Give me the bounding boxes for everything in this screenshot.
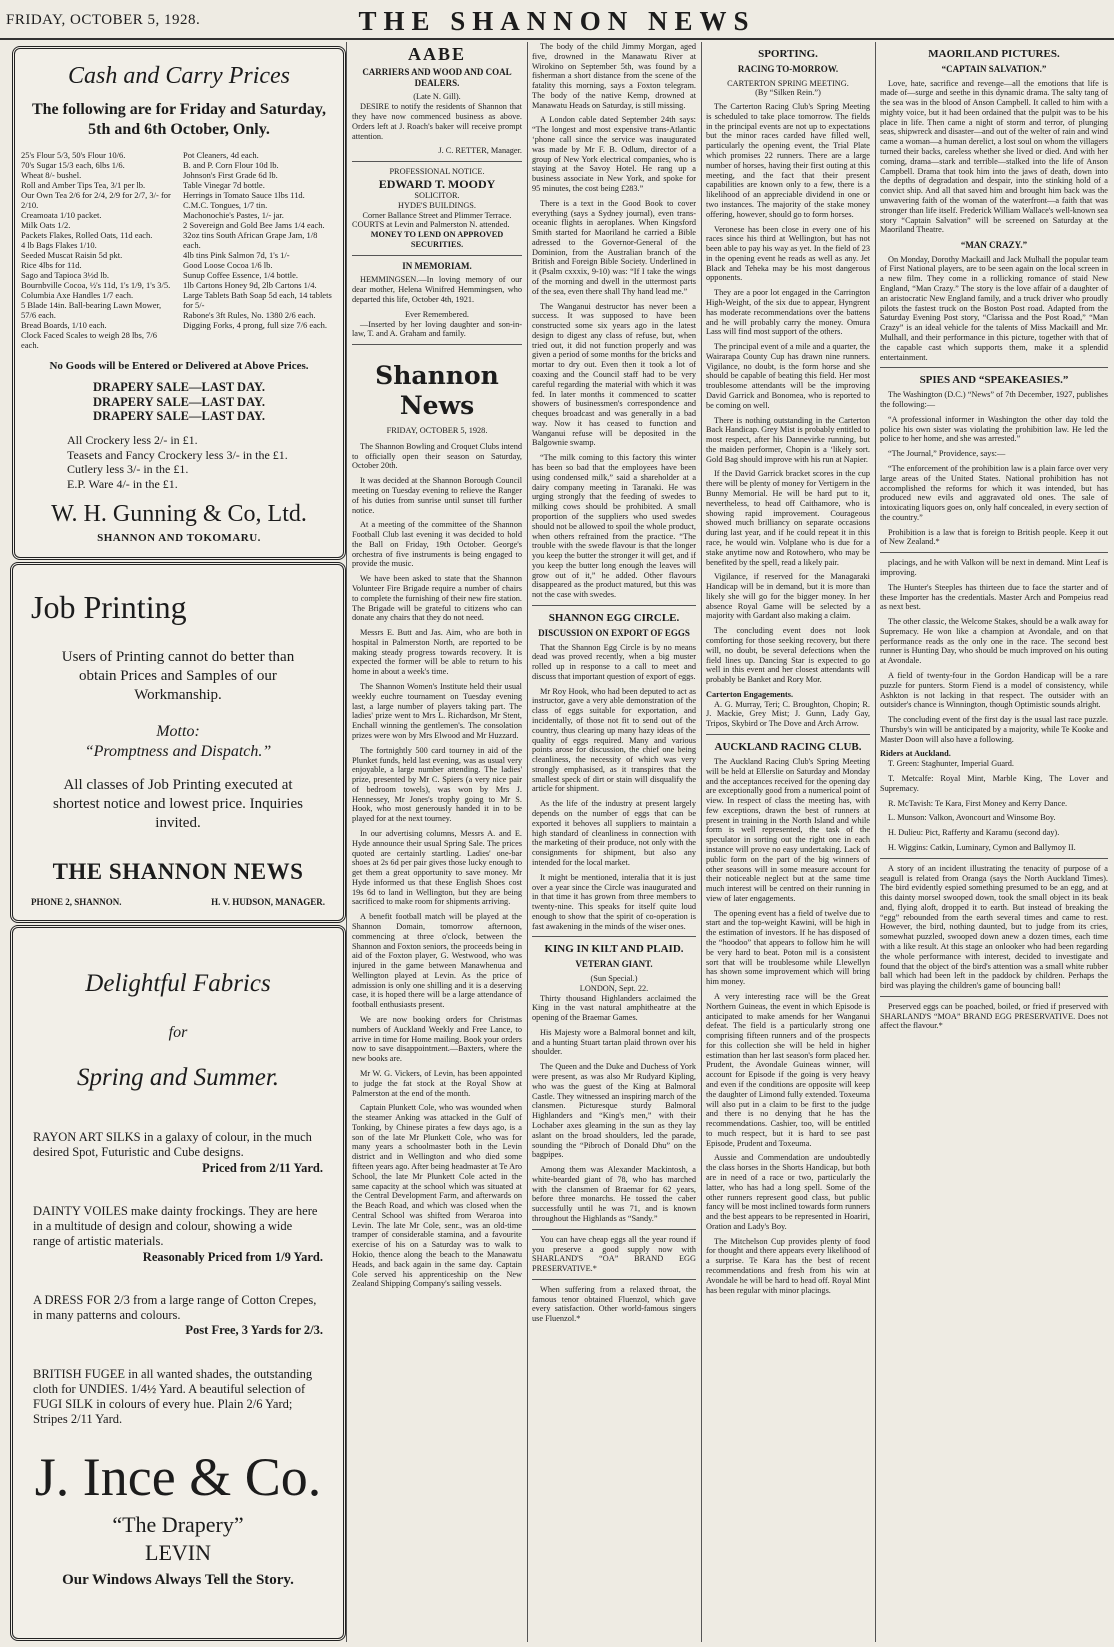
news-paragraph: The body of the child Jimmy Morgan, aged five, drowned in the Manawatu River at Wirokino on September 5th, was found by a fisherman a short distance from the scene of the fatality this morning, says a Foxton telegram. The body of the native Kemp, drowned at Manawatu Heads on Saturday, is still missing. bbox=[532, 42, 696, 110]
sale-line: DRAPERY SALE—LAST DAY. bbox=[93, 409, 265, 424]
news-paragraph: “A professional informer in Washington the other day told the police his own sister was violating the prohibition law. He led the police to her home, and she was arrested.” bbox=[880, 414, 1108, 444]
kilt-heading: KING IN KILT AND PLAID. bbox=[544, 943, 684, 956]
courts-note: COURTS at Levin and Palmerston N. attended. bbox=[352, 220, 510, 230]
rider-entry: L. Munson: Valkon, Avoncourt and Winsome Boy. bbox=[888, 813, 1056, 823]
fabric-text: RAYON ART SILKS in a galaxy of colour, in the much desired Spot, Futuristic and Cube designs. bbox=[33, 1130, 312, 1160]
motto bbox=[13, 722, 343, 762]
price-item: Johnson's First Grade 6d lb. bbox=[183, 170, 278, 181]
news-paragraph: The concluding event of the first day is the usual last race puzzle. Thursby's win will be anticipated by a majority, while Te Kooke and Master Doon will also have a following. bbox=[880, 715, 1108, 744]
news-paragraph: A benefit football match will be played at the Shannon Domain, tomorrow afternoon, commencing at three o'clock, between the Shannon and Foxton seniors, the proceeds being in aid of the Foxton player, G. Westwood, who was injured in the game between Manawhenua and Wellington played at Levin. As the price of admission is only one shilling and it is a deserving case, it is hoped there will be a large attendance of football enthusiasts present. bbox=[352, 912, 522, 1010]
preserved-eggs-ad: Preserved eggs can be poached, boiled, or fried if preserved with SHARLAND'S “MOA” BRAND EGG PRESERVATIVE. Does not affect the flavour.* bbox=[880, 1001, 1108, 1031]
news-paragraph: The Carterton Racing Club's Spring Meeting is scheduled to take place tomorrow. The fields in the principal events are not up to expectations but the minor races carded have filled well, particularly the opening event, the Trial Plate which promises 22 runners. There are a large number of horses, having their first outing at this meeting, and the fact that their present capabilities are known only to a few, there is a likelihood of an appreciable dividend in one or two instances. The majority of the stake money offering, however, should go to form horses. bbox=[706, 102, 870, 219]
column-rule bbox=[875, 42, 876, 1642]
fabric-item bbox=[33, 1130, 323, 1176]
aabe-subheading: CARRIERS AND WOOD AND COAL DEALERS. bbox=[362, 67, 512, 88]
drapery-sale bbox=[15, 380, 343, 423]
engagements-heading: Carterton Engagements. bbox=[706, 689, 794, 699]
crockery-line: E.P. Ware 4/- in the £1. bbox=[67, 476, 178, 491]
ad-text: Users of Printing cannot do better than obtain Prices and Samples of our Workmanship. bbox=[61, 649, 295, 703]
paper-name: THE SHANNON NEWS bbox=[52, 858, 304, 884]
divider bbox=[532, 1229, 696, 1230]
egg-preservative-ad: You can have cheap eggs all the year round if you preserve a good supply now with SHARLAND'S “OA” BRAND EGG PRESERVATIVE.* bbox=[532, 1234, 696, 1274]
price-item: Seeded Muscat Raisin 5d pkt. bbox=[21, 250, 123, 261]
masthead bbox=[0, 0, 1114, 40]
riders-heading: Riders at Auckland. bbox=[880, 749, 951, 759]
man-crazy-heading: “MAN CRAZY.” bbox=[960, 240, 1028, 251]
news-paragraph: As the life of the industry at present largely depends on the number of eggs that can be exported it behoves all suppliers to maintain a high standard of cleanliness in connection with the marketing of their produce, not only with the consignments for shipment, but also any intended for the local market. bbox=[532, 799, 696, 867]
news-paragraph: Veronese has been close in every one of his races since his third at Wellington, but has not been able to pay his way as yet. In the field of 23 in the opening event he reads as well as any. Jet Black and Teheka may be his most dangerous opponents. bbox=[706, 224, 870, 283]
news-paragraph: The Washington (D.C.) “News” of 7th December, 1927, publishes the following:— bbox=[880, 390, 1108, 410]
price-item: 32oz tins South African Grape Jam, 1/8 each. bbox=[183, 230, 318, 251]
news-paragraph: That the Shannon Egg Circle is by no means dead was proved recently, when a big muster rolled up in response to a call to meet and discuss that important question of export of eggs. bbox=[532, 642, 696, 681]
fabric-item bbox=[33, 1367, 323, 1428]
news-paragraph: The fortnightly 500 card tourney in aid of the Plunket funds, held last evening, was as usual very enjoyable, a large number attending. The ladies' prize, presented by Mr C. Spiers (a very nice pair of bedroom towels), was won by Mrs J. Hennessey, Mr Jones's trophy going to Mr S. Hook, who most generously handed it in to be played for at the next tourney. bbox=[352, 745, 522, 824]
price-list bbox=[15, 140, 343, 350]
price-item: Our Own Tea 2/6 for 2/4, 2/9 for 2/7, 3/- for 2/10. bbox=[21, 190, 171, 211]
firm-tagline: “The Drapery” bbox=[112, 1511, 244, 1537]
pictures-heading: MAORILAND PICTURES. bbox=[928, 48, 1060, 60]
engagements-text: A. G. Murray, Teri; C. Broughton, Chopin; R. J. Mackie, Grey Mist; J. Gunn, Lady Gay, Tripos, Skybird or The Dove and Arch Arrow. bbox=[706, 699, 870, 729]
ad-heading: Cash and Carry Prices bbox=[68, 63, 290, 89]
fabrics-ad bbox=[10, 925, 346, 1641]
price-item: Milk Oats 1/2. bbox=[21, 220, 71, 231]
pictures-paragraphs bbox=[880, 79, 1108, 236]
fabric-price: Priced from 2/11 Yard. bbox=[202, 1160, 323, 1175]
ad-heading: Job Printing bbox=[31, 589, 187, 625]
news-paragraph: We are now booking orders for Christmas numbers of Auckland Weekly and Free Lance, to arrive in time for Home mailing. Book your orders now to save disappointment.—Baxters, where the new books are. bbox=[352, 1015, 522, 1064]
riders-list bbox=[880, 759, 1108, 852]
news-paragraph: Mr Roy Hook, who had been deputed to act as instructor, gave a very able demonstration of the class of eggs suitable for exportation, and incidentally, of those not fit to send out of the country, thus clearing up many hazy ideas of the quality of eggs required. Many and various points arose for discussion, the chief one being cleanliness, the necessity of which was very strongly emphasised, as it transpires that the smallest speck of dirt or stain will disqualify the article for shipment. bbox=[532, 686, 696, 794]
column-3 bbox=[532, 42, 696, 1642]
divider bbox=[352, 161, 522, 162]
price-item: Large Tablets Bath Soap 5d each, 14 tablets for 5/- bbox=[183, 290, 332, 311]
solicitor-title: SOLICITOR. bbox=[414, 191, 460, 201]
divider bbox=[880, 552, 1108, 553]
divider bbox=[706, 734, 870, 735]
price-list-left bbox=[21, 150, 175, 350]
aabe-text: DESIRE to notify the residents of Shannon that they have now commenced business as above. Orders left at J. Roach's baker will receive prompt attention. bbox=[352, 102, 522, 141]
news-paragraph: Love, hate, sacrifice and revenge—all the emotions that life is made of—surge and seethe in this dynamic drama. The salty tang of the sea was in the blood of Anson Campbell. It called to him with a mighty voice, but it had been ordained that the pulpit was to be his place in life. Then came a night of storm and terror, of plunging seas, shipwreck and disaster—and out of the welter of rain and wind came a woman—a human derelict, a lost soul on whom the villagers turned their backs, careless whether she lived or died. And with her coming, drama—stark and terrible—stalked into the life of Anson Campbell. Drama that took him into the jaws of death, down into the depths of degradation and despair, into the stinking hold of a convict ship. And all that saved him and brought him back was the unwavering faith of the woman of the waterfront—a faith that was stronger than life itself. Frederick William Wallace's well-known sea story “Captain Salvation” will be screened on Saturday at the Maoriland Theatre. bbox=[880, 78, 1108, 235]
divider bbox=[880, 858, 1108, 859]
news-paragraph: Messrs E. Butt and Jas. Aim, who are both in hospital in Palmerston North, are reported to be making steady progress towards recovery. It is expected the former will be able to return to his home in about a week's time. bbox=[352, 628, 522, 677]
news-paragraph: We have been asked to state that the Shannon Volunteer Fire Brigade require a number of chairs to complete the furnishing of their new fire station. The Brigade will be grateful to citizens who can donate any chairs that they do not need. bbox=[352, 574, 522, 623]
aabe-late: (Late N. Gill). bbox=[413, 92, 461, 102]
price-item: Bournbville Cocoa, ½'s 11d, 1's 1/9, 1's 3/5. bbox=[21, 280, 171, 291]
auckland-paragraphs bbox=[706, 757, 870, 1295]
column-rule bbox=[346, 42, 347, 1642]
column-4 bbox=[706, 42, 870, 1642]
news-paragraph: Prohibition is a law that is foreign to British people. Keep it out of New Zealand.* bbox=[880, 527, 1108, 547]
memoriam-ever: Ever Remembered. bbox=[404, 309, 470, 319]
news-paragraph: Vigilance, if reserved for the Managaraki Handicap will be in demand, but it is more than likely she will go for the bigger money. In her absence Royal Game will be selected by a majority with Gardant also making a claim. bbox=[706, 572, 870, 621]
crockery-line: Teasets and Fancy Crockery less 3/- in the £1. bbox=[67, 447, 288, 462]
ad-notice: No Goods will be Entered or Delivered at Above Prices. bbox=[49, 360, 309, 373]
fabric-text: A DRESS FOR 2/3 from a large range of Cotton Crepes, in many patterns and colours. bbox=[33, 1292, 317, 1322]
sale-line: DRAPERY SALE—LAST DAY. bbox=[93, 394, 265, 409]
aabe-signature: J. C. RETTER, Manager. bbox=[438, 146, 522, 156]
news-paragraph: If the David Garrick bracket scores in the cup there will be plenty of money for Vertigern in the Bunny Memorial. He will be hard put to it, nevertheless, to head off Caithamore, who is showing rapid improvement. Courageous showed much brilliancy on separate occasions during last year, and if he could repeat it in this race, he would win. Volplane who is due for a stake anytime now and Rotowhero, who may be benefited by the spell, read a likely pair. bbox=[706, 469, 870, 567]
firm-name: W. H. Gunning & Co, Ltd. bbox=[51, 501, 307, 527]
news-paragraph: In our advertising columns, Messrs A. and E. Hyde announce their usual Spring Sale. The prices quoted are certainly startling. Ladies' one-bar shoes at 2s 6d per pair gives those lucky enough to get them a great opportunity to save money. Mr Hyde informed us that these English Shoes cost 19s 6d to land in Wellington, but they are being sacrificed to make room for shipments arriving. bbox=[352, 828, 522, 907]
pictures-subheading: “CAPTAIN SALVATION.” bbox=[941, 63, 1047, 74]
memoriam-heading: IN MEMORIAM. bbox=[402, 260, 472, 271]
price-item: Table Vinegar 7d bottle. bbox=[183, 180, 265, 191]
divider bbox=[532, 936, 696, 937]
news-paragraphs bbox=[352, 442, 522, 1289]
money-note: MONEY TO LEND ON APPROVED SECURITIES. bbox=[370, 230, 504, 249]
sale-line: DRAPERY SALE—LAST DAY. bbox=[93, 380, 265, 395]
spies-paragraphs bbox=[880, 390, 1108, 547]
price-item: Columbia Axe Handles 1/7 each. bbox=[21, 290, 134, 301]
news-paragraph: A very interesting race will be the Great Northern Guineas, the event in which Episode is anticipated to make amends for her Wanganui defeat. The field is a particularly strong one comprising fifteen runners and of the prospects for this collection she will be held in higher estimation than her last season's form placed her. Prudent, the Avondale Guineas winner, will account for Episode if the going is very heavy and even if the conditions are opposite will keep the daughter of Limond fully extended. Toxeuma will also put in a claim to be first to the judge and there is no denying that he has the recommendations. Cashier, too, will be entitled to much respect, but it is hard to see past Episode, Prudent and Toxeuma. bbox=[706, 991, 870, 1148]
sporting-subheading: RACING TO-MORROW. bbox=[737, 63, 839, 74]
news-paragraph: placings, and he with Valkon will be next in demand. Mint Leaf is improving. bbox=[880, 558, 1108, 577]
divider bbox=[532, 1279, 696, 1280]
rider-entry: R. McTavish: Te Kara, First Money and Kerry Dance. bbox=[888, 798, 1068, 808]
newspaper-title: THE SHANNON NEWS bbox=[358, 6, 756, 36]
news-paragraph: The Queen and the Duke and Duchess of York were present, as was also Mr Rudyard Kipling, who was the guest of the King at Balmoral Castle. They witnessed an inspiring march of the clansmen. Picturesque sturdy Balmoral Highlanders and “King's men,” with their Lochaber axes gleaming in the sun as they lay aslant on the broad shoulders, led the parade, sounding the “Pibroch of Donald Dhu” on the bagpipes. bbox=[532, 1062, 696, 1160]
news-paragraph: A field of twenty-four in the Gordon Handicap will be a rare puzzle for punters. Storm Fiend is a model of consistency, while Ashkton is not lacking in that respect. The outsider with an outsider's chance is Winnington, though Optimistic sounds alright. bbox=[880, 671, 1108, 710]
price-item: Sago and Tapioca 3½d lb. bbox=[21, 270, 110, 281]
price-item: Digging Forks, 4 prong, full size 7/6 each. bbox=[183, 320, 328, 331]
crockery-line: All Crockery less 2/- in £1. bbox=[67, 433, 198, 448]
price-item: 70's Sugar 15/3 each, 6lbs 1/6. bbox=[21, 160, 125, 171]
price-item: Machonochie's Pastes, 1/- jar. bbox=[183, 210, 284, 221]
firm-slogan: Our Windows Always Tell the Story. bbox=[62, 1571, 294, 1588]
firm-name: J. Ince & Co. bbox=[34, 1446, 322, 1507]
fabric-price: Reasonably Priced from 1/9 Yard. bbox=[142, 1249, 323, 1264]
column-rule bbox=[527, 42, 528, 1642]
kilt-paragraphs bbox=[532, 994, 696, 1224]
editorial-date: FRIDAY, OCTOBER 5, 1928. bbox=[386, 426, 488, 436]
professional-notice: PROFESSIONAL NOTICE. bbox=[389, 167, 485, 177]
news-paragraph: Thirty thousand Highlanders acclaimed the King in the vast natural amphitheatre at the opening of the Braemar Games. bbox=[532, 993, 696, 1023]
news-paragraph: “The Journal,” Providence, says:— bbox=[888, 449, 1006, 459]
news-paragraph: The principal event of a mile and a quarter, the Wairarapa County Cup has drawn nine runners. Vigilance, no doubt, is the form horse and she should be capable of beating this field. Her most troublesome attendants will be the improving David Garrick and Bonomea, who is reported to be coming on well. bbox=[706, 342, 870, 410]
divider bbox=[880, 367, 1108, 368]
news-paragraph: The concluding event does not look comforting for those seeking recovery, but there will, no doubt, be several defections when the field lines up. Dancing Star is expected to go well in this event and her closest attendants will probably be Banket and Rory Mor. bbox=[706, 626, 870, 685]
job-printing-ad bbox=[10, 562, 346, 923]
news-paragraph: Aussie and Commendation are undoubtedly the class horses in the Shorts Handicap, but both are in need of a race or two, particularly the latter, who has had a long spell. Some of the other runners represent good class, but public fancy will be most inclined towards form runners and the best appears to be represented in Hoariri, Oration and Lady's Boy. bbox=[706, 1153, 870, 1231]
issue-date: FRIDAY, OCTOBER 5, 1928. bbox=[6, 12, 201, 28]
price-item: C.M.C. Tongues, 1/7 tin. bbox=[183, 200, 268, 211]
news-paragraph: The other classic, the Welcome Stakes, should be a walk away for Supremacy. He won like a champion at Avondale, and on that performance reads as the only one in the race. The second best runner is Hunting Day, who should be much improved on his outing at Avondale. bbox=[880, 617, 1108, 666]
crockery-line: Cutlery less 3/- in the £1. bbox=[67, 462, 189, 477]
ad-subheading: The following are for Friday and Saturday, 5th and 6th October, Only. bbox=[31, 101, 327, 138]
sporting-meeting: CARTERTON SPRING MEETING. bbox=[727, 78, 849, 88]
firm-town: LEVIN bbox=[145, 1539, 211, 1565]
price-item: Clock Faced Scales to weigh 28 lbs, 7/6 each. bbox=[21, 330, 157, 351]
spies-heading: SPIES AND “SPEAKEASIES.” bbox=[919, 374, 1069, 387]
news-paragraph: There is a text in the Good Book to cover everything (says a Sydney journal), even trans-oceanic flights in aeroplanes. When Kingsford Smith started for Maoriland he carried a Bible adressed to the Governor-General of the Dominion, from the Australian branch of the British and Foreign Bible Society. Underlined in it (Psalm cxxxix, 9-10) was: “If I take the wings of the morning and dwell in the uttermost parts of the sea, even there shall Thy hand lead me.” bbox=[532, 198, 696, 296]
price-item: Good Loose Cocoa 1/6 lb. bbox=[183, 260, 273, 271]
auckland-heading: AUCKLAND RACING CLUB. bbox=[714, 741, 862, 754]
office-address: Corner Ballance Street and Plimmer Terrace. bbox=[362, 210, 512, 220]
divider bbox=[880, 996, 1108, 997]
racing-paragraphs bbox=[880, 558, 1108, 744]
news-paragraphs bbox=[532, 42, 696, 600]
price-item: 2 Sovereign and Gold Bee Jams 1/4 each. bbox=[183, 220, 325, 231]
kilt-subheading: VETERAN GIANT. bbox=[575, 959, 653, 970]
kilt-dateline: LONDON, Sept. 22. bbox=[579, 983, 649, 993]
column-5 bbox=[880, 42, 1108, 1642]
phone: PHONE 2, SHANNON. bbox=[31, 896, 122, 907]
price-item: Herrings in Tomato Sauce 1lbs 11d. bbox=[183, 190, 305, 201]
column-rule bbox=[701, 42, 702, 1642]
news-paragraph: The Auckland Racing Club's Spring Meeting will be held at Ellerslie on Saturday and Monday and the acceptances received for the opening day are exceptionally good from a numerical point of view. In respect of class the meeting has, with few exceptions, drawn the best of runners at present in training in the North Island and while form is well represented, the task of the speculator in sorting out the right one in each instance will prove no easy undertaking. Lack of public form on the part of the big winners of other seasons will in some measure account for their noticeable neglect but at the same time much interest will be centred on their running in view of later engagements. bbox=[706, 756, 870, 903]
news-paragraph: “The milk coming to this factory this winter has been so bad that the employees have been using condensed milk,” said a shareholder at a dairy company meeting in Taranaki. He was urging strongly that the feeding of swedes to milking cows should be prohibited. A small proportion of the suppliers who used swedes should not be allowed to spoil the whole product, when others refrained from the practice. “The trouble with the swede flavour is that the longer you keep the butter the stronger it will get, and if you keep the butter long enough the leaves will grow out of it,” he added. Other flavours disappeared as the product matured, but this was not the case with swedes. bbox=[532, 453, 696, 600]
price-item: 5 Blade 14in. Ball-bearing Lawn Mower, 57/6 each. bbox=[21, 300, 162, 321]
fabric-price: Post Free, 3 Yards for 2/3. bbox=[185, 1323, 323, 1338]
price-item: Packets Flakes, Rolled Oats, 11d each. bbox=[21, 230, 153, 241]
price-item: Pot Cleaners, 4d each. bbox=[183, 150, 259, 160]
fabric-text: DAINTY VOILES make dainty frockings. They are here in a multitude of design and colour, showing a wide range of artistic materials. bbox=[33, 1203, 318, 1249]
fluenzol-ad: When suffering from a relaxed throat, the famous tenor obtained Fluenzol, which gave every satisfaction. Other world-famous singers use Fluenzol.* bbox=[532, 1284, 696, 1324]
divider bbox=[352, 344, 522, 345]
aabe-heading: AABE bbox=[407, 44, 466, 64]
divider bbox=[532, 605, 696, 606]
rider-entry: H. Wiggins: Catkin, Luminary, Cymon and Ballymoy II. bbox=[888, 842, 1076, 852]
sporting-paragraphs bbox=[706, 102, 870, 685]
sporting-byline: (By “Silken Rein.”) bbox=[755, 88, 821, 98]
news-paragraph: The opening event has a field of twelve due to start and the top-weight Kawini, will be high in the estimation of investors. If he has disposed of the “hoodoo” that appears to follow him he will be very hard to beat. Poton mil is a consistent sort that will be troublesome while Llewellyn has shown some improvement which will bring him money. bbox=[706, 908, 870, 987]
editorial-masthead: Shannon News bbox=[375, 361, 499, 420]
cash-and-carry-ad bbox=[12, 46, 346, 560]
price-item: 4lb tins Pink Salmon 7d, 1's 1/- bbox=[183, 250, 290, 261]
price-item: Wheat 8/- bushel. bbox=[21, 170, 82, 181]
ad-heading: Delightful Fabrics bbox=[85, 970, 271, 997]
rider-entry: T. Green: Staghunter, Imperial Guard. bbox=[888, 759, 1014, 769]
price-item: 1lb Cartons Honey 9d, 2lb Cartons 1/4. bbox=[183, 280, 317, 291]
seagull-story: A story of an incident illustrating the tenacity of purpose of a seagull is related from Oranga (says the North Auckland Times). The bird evidently espied something presumed to be an egg, and at this dainty morsel swooped down, took the small object in its beak and, flying aloft, dropped it to earth. But instead of breaking the “egg” rebounded from the earth several times and came to rest. However, the bird, nothing daunted, but to judge from its cries, somewhat puzzled, swooped down anew a dozen times, each time with a like result. At this stage an onlooker who had been regarding the whole performance with interest, decided to investigate and found that the object of the bird's attention was a small white rubber ball which had been left in the paddock by children. Perhaps the bird was playing the children's game of bouncing ball! bbox=[880, 863, 1108, 991]
news-paragraph: Captain Plunkett Cole, who was wounded when the steamer Anking was attacked in the Gulf of Tonking, by Chinese pirates a few days ago, is a son of the late Mr Plunkett Cole, who was for many years a schoolmaster both in the Levin district and in Wellington and who died some fifteen years ago. After being headmaster at Te Aro School, the late Mr Plunkett Cole acted in the same capacity at the school which was situated at the Central Development Farm, and afterwards on the Beach Road, and which was closed when the Central School was shifted from Weraroa into Levin. The late Mr Cole, senr., was an old-time tramper of considerable stamina, and a favourite exercise of his on a Saturday was to walk to Hokio, thence along the beach to the Manawatu Heads, and back again in the same day. Captain Cole served his apprenticeship on the New Zealand Shipping Company's sailing vessels. bbox=[352, 1103, 522, 1289]
man-crazy-paragraphs bbox=[880, 255, 1108, 363]
news-paragraph: At a meeting of the committee of the Shannon Football Club last evening it was decided to hold the Ball on Friday, 19th October. George's orchestra of five instruments is being engaged to provide the music. bbox=[352, 520, 522, 569]
news-paragraph: Mr W. G. Vickers, of Levin, has been appointed to judge the fat stock at the Royal Show at Palmerston at the end of the month. bbox=[352, 1068, 522, 1098]
news-paragraph: It might be mentioned, interalia that it is just over a year since the Circle was inaugurated and in that time it has grown from three members to twenty-nine. This speaks for itself quite loud enough to show that the spirit of co-operation is fast awakening in the minds of the wiser ones. bbox=[532, 872, 696, 931]
news-paragraph: It was decided at the Shannon Borough Council meeting on Tuesday evening to relieve the Ranger of his duties from sunrise until sunset till further notice. bbox=[352, 476, 522, 515]
motto-text: “Promptness and Dispatch.” bbox=[84, 743, 272, 761]
price-list-right bbox=[183, 150, 337, 350]
price-item: 25's Flour 5/3, 50's Flour 10/6. bbox=[21, 150, 126, 160]
ad-footer bbox=[31, 897, 325, 907]
news-paragraph: On Monday, Dorothy Mackaill and Jack Mulhall the popular team of First National players, are to be seen again on the local screen in a new film. They come in a rollicking romance of staid New England, “Man Crazy.” The story is the love affair of a daughter of an aristocratic New England family, and a truck driver who proudly pilots the fastest truck on the Boston Post road. Adapted from the Saturday Evening Post story, “Clarissa and the Post Road,” “Man Crazy” is an ideal vehicle for the talents of Miss Mackaill and Mr. Mulhall, and their performance in this picture, together with that of the capable cast which supports them, make it a splendid entertainment. bbox=[880, 254, 1108, 362]
price-item: Roll and Amber Tips Tea, 3/1 per lb. bbox=[21, 180, 146, 191]
news-paragraph: The Wanganui destructor has never been a success. It was supposed to have been constructed some six years ago in the latest design to digest any class of refuse, but, when tried out, it did not function properly and was given a period of some months for the bricks and mortar to dry out. Even then it took a lot of coaxing and the Council staff had to be very careful regarding the material with which it was fed. In later months it commenced to scatter showers of businessmen's correspondence and cheques broadcast and was generally in a bad way. Now it has ceased to function and Wanganui refuse will be deposited in the Balgownie swamp. bbox=[532, 301, 696, 448]
news-paragraph: Among them was Alexander Mackintosh, a white-bearded giant of 78, who has marched with the clansmen of Braemar for 62 years, before three monarchs. He tossed the caber successfully until he was 71, and is known throughout the Highlands as “Sandy.” bbox=[532, 1165, 696, 1223]
crockery-list bbox=[15, 423, 343, 491]
motto-label: Motto: bbox=[156, 723, 200, 741]
firm-location: SHANNON AND TOKOMARU. bbox=[97, 532, 261, 544]
price-item: Rice 4lbs for 11d. bbox=[21, 260, 82, 271]
news-paragraph: There is nothing outstanding in the Carterton Back Handicap. Grey Mist is probably entitled to most respect, after his Dannevirke running, but the maiden performer, Chopin is a ‘likely sort. Gold Bag should improve with his run at Napier. bbox=[706, 415, 870, 464]
divider bbox=[352, 255, 522, 256]
egg-circle-paragraphs bbox=[532, 643, 696, 932]
ad-heading: for bbox=[168, 1024, 188, 1041]
price-item: Sunup Coffee Essence, 1/4 bottle. bbox=[183, 270, 299, 281]
manager: H. V. HUDSON, MANAGER. bbox=[211, 896, 325, 907]
solicitor-name: EDWARD T. MOODY bbox=[378, 176, 496, 191]
price-item: Bread Boards, 1/10 each. bbox=[21, 320, 107, 331]
news-paragraph: A London cable dated September 24th says: “The longest and most expensive trans-Atlantic ‘phone call since the service was inaugurated was made by Mr F. B. Odlum, director of a group of New York electrical companies, who is staying at the Savoy Hotel. He rang up a business associate in New York, and spoke for 95 minutes, the cost being £283.” bbox=[532, 115, 696, 193]
ad-text: All classes of Job Printing executed at shortest notice and lowest price. Inquiries invited. bbox=[53, 777, 303, 831]
column-2 bbox=[352, 42, 522, 1642]
news-paragraph: The Hunter's Steeples has thirteen due to face the starter and of these Importer has the credentials. Master Arch and Pompeius read as next best. bbox=[880, 582, 1108, 612]
rider-entry: H. Dulieu: Pict, Rafferty and Karamu (second day). bbox=[888, 828, 1060, 838]
news-paragraph: They are a poor lot engaged in the Carrington High-Weight, of the six due to appear, Hyngrent has moderate recommendations over the battens and he will probably carry the money. Omura Lass will find most support of the others. bbox=[706, 288, 870, 337]
price-item: Rabone's 3ft Rules, No. 1380 2/6 each. bbox=[183, 310, 316, 321]
news-paragraph: “The enforcement of the prohibition law is a plain farce over very large areas of the United States. National prohibition has not accomplished the reforms for which it was intended, but has produced new evils and aggravated old ones. The sale of intoxicating liquors goes on, only half concealed, in every section of the country.” bbox=[880, 463, 1108, 522]
egg-circle-heading: SHANNON EGG CIRCLE. bbox=[548, 611, 680, 624]
kilt-source: (Sun Special.) bbox=[590, 974, 638, 983]
fabric-item bbox=[33, 1293, 323, 1339]
memoriam-text: HEMMINGSEN.—In loving memory of our dear mother, Helena Winifred Hemmingsen, who departed this life, October 4th, 1921. bbox=[352, 275, 522, 304]
price-item: Creamoata 1/10 packet. bbox=[21, 210, 102, 221]
news-paragraph: The Shannon Women's Institute held their usual weekly euchre tournament on Tuesday evening last, a large number of players taking part. The ladies' prize went to Mrs L. Richardson, Mr Stent, Enchall winning the gentlemen's. The consolation prizes were won by Mrs Elwood and Mr Huzzard. bbox=[352, 682, 522, 740]
price-item: B. and P. Corn Flour 10d lb. bbox=[183, 160, 279, 171]
ad-heading: Spring and Summer. bbox=[76, 1064, 280, 1091]
fabric-text: BRITISH FUGEE in all wanted shades, the outstanding cloth for UNDIES. 1/4½ Yard. A beautiful selection of FUGI SILK in colours of every hue. Plain 2/6 Yard; Stripes 2/11 Yard. bbox=[33, 1366, 313, 1427]
news-paragraph: His Majesty wore a Balmoral bonnet and kilt, and a hunting Stuart tartan plaid thrown over his shoulder. bbox=[532, 1027, 696, 1057]
memoriam-inserted: —Inserted by her loving daughter and son-in-law, T. and A. Graham and family. bbox=[352, 319, 522, 339]
fabric-item bbox=[33, 1204, 323, 1265]
news-paragraph: The Mitchelson Cup provides plenty of food for thought and there appears every likelihood of a surprise. Te Kara has the best of recent recommendations and fresh from his win at Avondale he will be hard to head off. Royal Mint has been regular with minor placings. bbox=[706, 1236, 870, 1295]
rider-entry: T. Metcalfe: Royal Mint, Marble King, The Lover and Supremacy. bbox=[880, 774, 1108, 793]
sporting-heading: SPORTING. bbox=[758, 48, 818, 60]
price-item: 4 lb Bags Flakes 1/10. bbox=[21, 240, 97, 251]
office-building: HYDE'S BUILDINGS. bbox=[397, 200, 476, 210]
news-paragraph: The Shannon Bowling and Croquet Clubs intend to officially open their season on Saturday, October 20th. bbox=[352, 441, 522, 471]
egg-circle-subheading: DISCUSSION ON EXPORT OF EGGS bbox=[538, 627, 690, 638]
